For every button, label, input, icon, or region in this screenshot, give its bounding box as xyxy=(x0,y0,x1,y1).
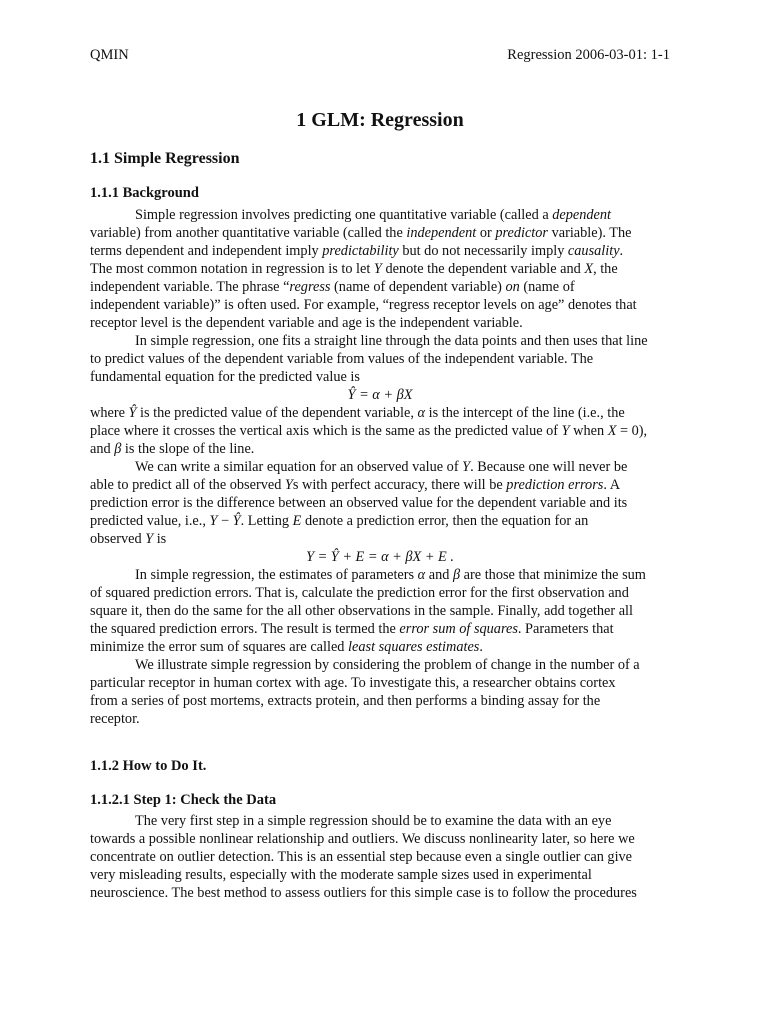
equation-observed: Y = Ŷ + E = α + βX + E . xyxy=(306,549,454,565)
body-text-background: Simple regression involves predicting one quantitative variable (called a dependent variable) from another quantitative variable (called the independent or predictor variable). The terms dependent and independent imply predictability but do not necessarily imply causality. The most common notation in regression is to let Y denote the dependent variable and X, the independent variable. The phrase “regress (name of dependent variable) on (name of independent variable)” is often used. For example, “regress receptor levels on age” denotes that receptor level is the dependent variable and age is the independent variable. In simple regression, one fits a straight line through the data points and then uses that line to predict values of the dependent variable from values of the independent variable. The fundamental equation for the predicted value is Ŷ = α + βX where Ŷ is the predicted value of the dependent variable, α is the intercept of the line (i.e., the place where it crosses the vertical axis which is the same as the predicted value of Y when X = 0), and β is the slope of the line. We can write a similar equation for an observed value of Y. Because one will never be able to predict all of the observed Ys with perfect accuracy, there will be prediction errors. A prediction error is the difference between an observed value for the dependent variable and its predicted value, i.e., Y − Ŷ. Letting E denote a prediction error, then the equation for an observed Y is Y = Ŷ + E = α + βX + E . In simple regression, the estimates of parameters α and β are those that minimize the sum of squared prediction errors. That is, calculate the prediction error for the first observation and square it, then do the same for the all other observations in the sample. Finally, add together all the squared prediction errors. The result is termed the error sum of squares. Parameters that minimize the error sum of squares are called least squares estimates. We illustrate simple regression by considering the problem of change in the number of a particular receptor in human cortex with age. To investigate this, a researcher obtains cortex from a series of post mortems, extracts protein, and then performs a binding assay for the receptor. xyxy=(90,206,670,728)
subsection-heading-howto: 1.1.2 How to Do It. xyxy=(90,758,207,774)
section-heading: 1.1 Simple Regression xyxy=(90,150,240,167)
equation-predicted: Ŷ = α + βX xyxy=(347,387,413,403)
subsection-heading-background: 1.1.1 Background xyxy=(90,185,199,201)
header-right: Regression 2006-03-01: 1-1 xyxy=(507,47,670,63)
body-text-step1: The very first step in a simple regression should be to examine the data with an eye towards a possible nonlinear relationship and outliers. We discuss nonlinearity later, so here we concentrate on outlier detection. This is an essential step because even a single outlier can give very misleading results, especially with the moderate sample sizes used in experimental neuroscience. The best method to assess outliers for this simple case is to follow the procedures xyxy=(90,813,637,901)
header-left: QMIN xyxy=(90,47,129,63)
subsubsection-heading-step1: 1.1.2.1 Step 1: Check the Data xyxy=(90,792,277,808)
chapter-title: 1 GLM: Regression xyxy=(296,109,464,131)
